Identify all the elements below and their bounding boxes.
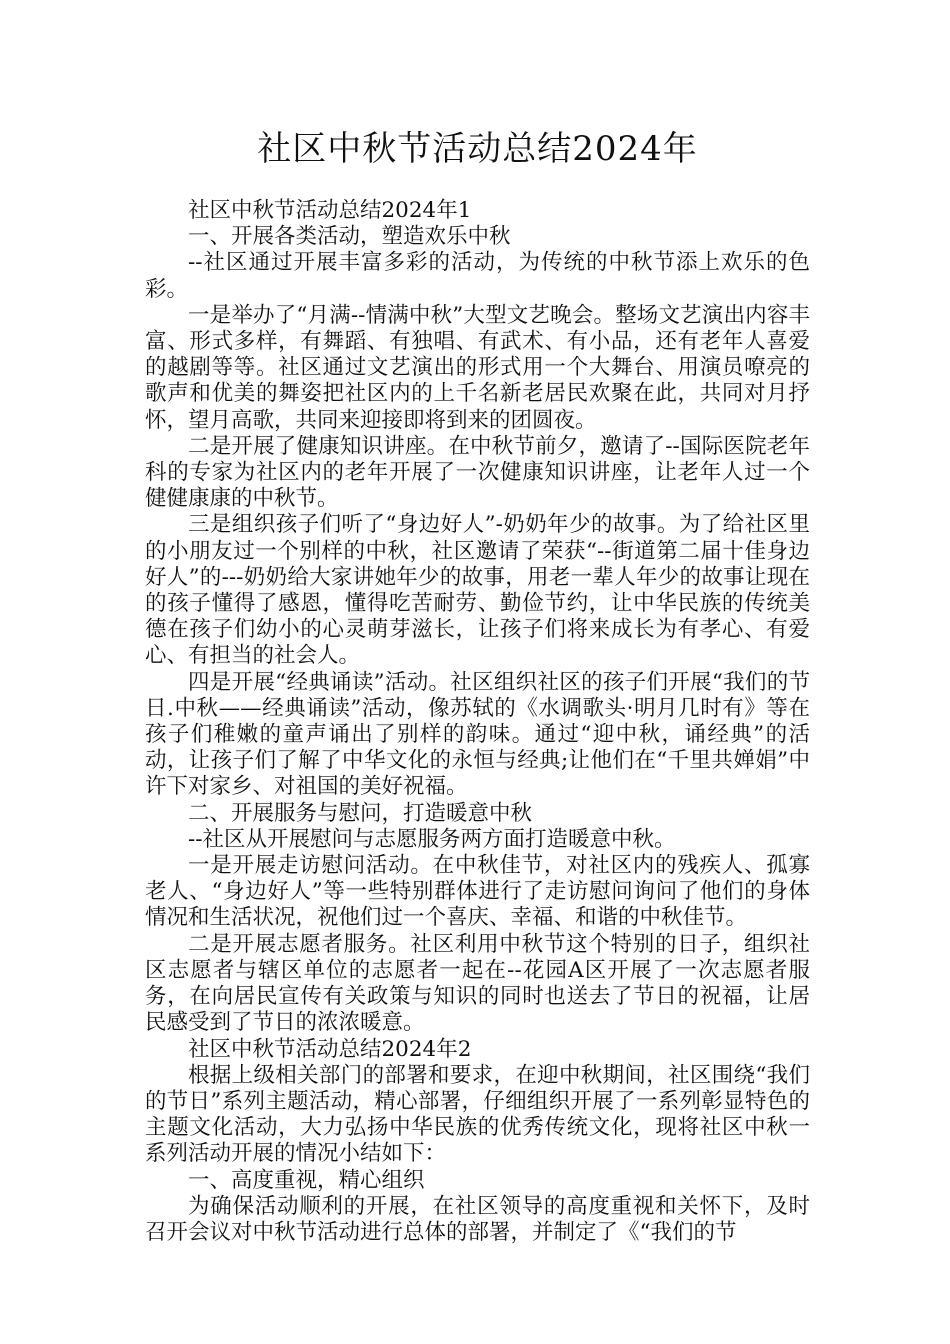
document-title: 社区中秋节活动总结2024年 bbox=[257, 129, 698, 169]
subheading: 一、开展各类活动，塑造欢乐中秋 bbox=[188, 224, 511, 250]
paragraph: 四是开展“经典诵读”活动。社区组织社区的孩子们开展“我们的节日.中秋——经典诵读”活动，像苏轼的《水调歌头·明月几时有》等在孩子们稚嫩的童声诵出了别样的韵味。通过“迎中秋，诵经典”的活动，让孩子们了解了中华文化的永恒与经典;让他们在“千里共婵娟”中许下对家乡、对祖国的美好祝福。 bbox=[145, 669, 810, 800]
paragraph: 根据上级相关部门的部署和要求，在迎中秋期间，社区围绕“我们的节日”系列主题活动，精心部署，仔细组织开展了一系列彰显特色的主题文化活动，大力弘扬中华民族的优秀传统文化，现将社区中秋一系列活动开展的情况小结如下： bbox=[145, 1062, 810, 1167]
paragraph: 二是开展了健康知识讲座。在中秋节前夕，邀请了--国际医院老年科的专家为社区内的老年开展了一次健康知识讲座，让老年人过一个健健康康的中秋节。 bbox=[145, 433, 810, 512]
section-heading: 社区中秋节活动总结2024年1 bbox=[188, 198, 472, 223]
paragraph: 为确保活动顺利的开展，在社区领导的高度重视和关怀下，及时召开会议对中秋节活动进行总体的部署，并制定了《“我们的节 bbox=[145, 1193, 810, 1245]
paragraph: --社区通过开展丰富多彩的活动，为传统的中秋节添上欢乐的色彩。 bbox=[145, 250, 810, 302]
paragraph: 三是组织孩子们听了“身边好人”-奶奶年少的故事。为了给社区里的小朋友过一个别样的中秋，社区邀请了荣获“--街道第二届十佳身边好人”的---奶奶给大家讲她年少的故事，用老一辈人年少的故事让现在的孩子懂得了感恩，懂得吃苦耐劳、勤俭节约，让中华民族的传统美德在孩子们幼小的心灵萌芽滋长，让孩子们将来成长为有孝心、有爱心、有担当的社会人。 bbox=[145, 512, 810, 669]
paragraph: --社区从开展慰问与志愿服务两方面打造暖意中秋。 bbox=[188, 826, 676, 852]
subheading: 一、高度重视，精心组织 bbox=[188, 1167, 425, 1193]
paragraph: 一是开展走访慰问活动。在中秋佳节，对社区内的残疾人、孤寡老人、“身边好人”等一些特别群体进行了走访慰问询问了他们的身体情况和生活状况，祝他们过一个喜庆、幸福、和谐的中秋佳节。 bbox=[145, 853, 810, 931]
paragraph: 二是开展志愿者服务。社区利用中秋节这个特别的日子，组织社区志愿者与辖区单位的志愿者一起在--花园A区开展了一次志愿者服务，在向居民宣传有关政策与知识的同时也送去了节日的祝福，让居民感受到了节日的浓浓暖意。 bbox=[145, 931, 810, 1036]
section-heading: 社区中秋节活动总结2024年2 bbox=[188, 1036, 472, 1062]
document-body bbox=[145, 198, 810, 1246]
paragraph: 一是举办了“月满--情满中秋”大型文艺晚会。整场文艺演出内容丰富、形式多样，有舞蹈、有独唱、有武术、有小品，还有老年人喜爱的越剧等等。社区通过文艺演出的形式用一个大舞台、用演员嘹亮的歌声和优美的舞姿把社区内的上千名新老居民欢聚在此，共同对月抒怀，望月高歌，共同来迎接即将到来的团圆夜。 bbox=[145, 302, 810, 433]
subheading: 二、开展服务与慰问，打造暖意中秋 bbox=[188, 800, 533, 826]
